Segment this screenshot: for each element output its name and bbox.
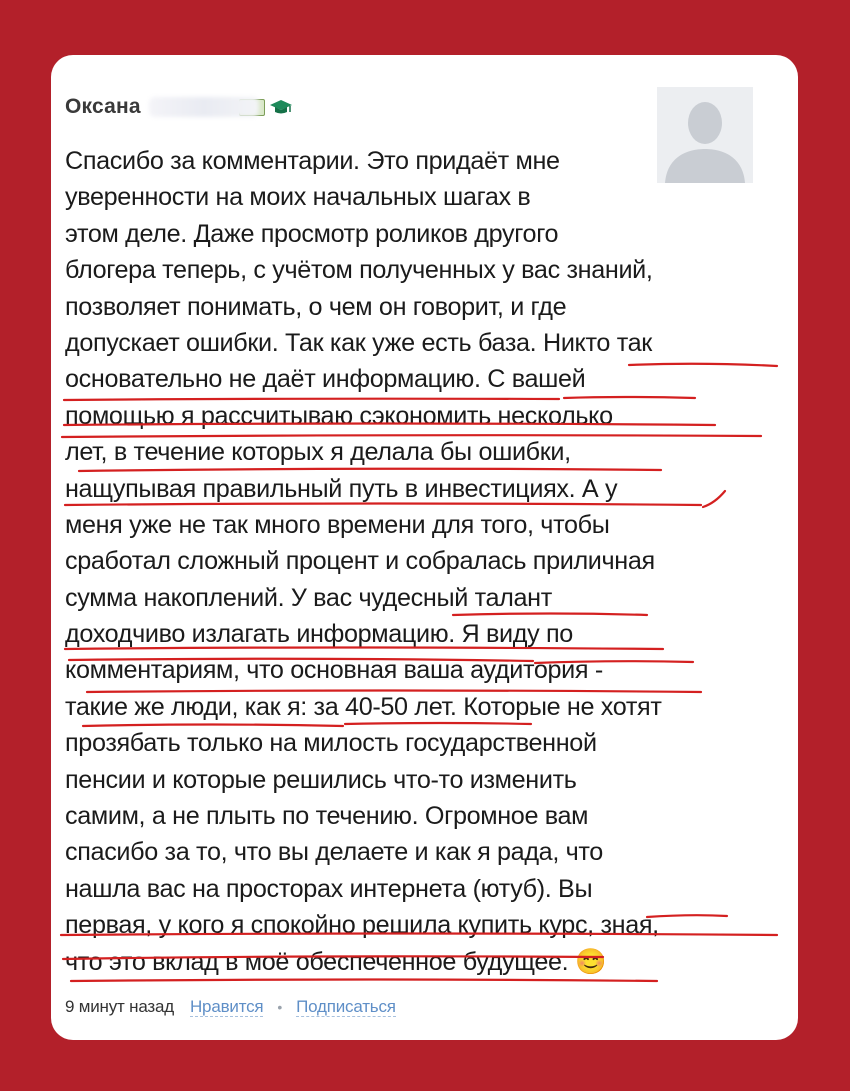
timestamp: 9 минут назад [65, 997, 174, 1016]
comment-line: самим, а не плыть по течению. Огромное вам [65, 802, 589, 831]
comment-text [65, 143, 785, 980]
author-name[interactable]: Оксана [65, 95, 141, 118]
comment-line: позволяет понимать, о чем он говорит, и где [65, 292, 567, 321]
like-link[interactable]: Нравится [189, 996, 264, 1016]
comment-line: основательно не даёт информацию. С вашей [65, 365, 586, 394]
comment-line: сработал сложный процент и собралась приличная [65, 547, 655, 576]
comment-line: этом деле. Даже просмотр роликов другого [65, 219, 559, 248]
comment-line: уверенности на моих начальных шагах в [65, 183, 531, 212]
subscribe-link[interactable]: Подписаться [296, 996, 396, 1016]
smile-emoji-icon: 😊 [574, 947, 606, 976]
comment-line: помощью я рассчитываю сэкономить несколько [65, 401, 613, 430]
comment-line: спасибо за то, что вы делаете и как я рада, что [65, 838, 603, 867]
comment-line: прозябать только на милость государственной [65, 729, 597, 758]
comment-card [51, 55, 798, 1040]
redacted-surname [149, 97, 259, 117]
comment-line: комментариям, что основная ваша аудитория - [65, 656, 603, 685]
comment-line [65, 944, 785, 980]
comment-line: такие же люди, как я: за 40-50 лет. Которые не хотят [65, 692, 662, 721]
author-row [65, 91, 293, 123]
comment-line: нащупывая правильный путь в инвестициях. А у [65, 474, 618, 503]
comment-line: допускает ошибки. Так как уже есть база. Никто так [65, 328, 652, 357]
comment-line: сумма накоплений. У вас чудесный талант [65, 583, 552, 612]
comment-line-text: что это вклад в моё обеспеченное будущее. [65, 947, 569, 976]
comment-line: нашла вас на просторах интернета (ютуб). Вы [65, 874, 593, 903]
comment-line: первая, у кого я спокойно решила купить курс, зная, [65, 911, 659, 940]
comment-line: Спасибо за комментарии. Это придаёт мне [65, 147, 560, 175]
graduation-cap-icon [269, 97, 293, 117]
comment-line: пенсии и которые решились что-то изменить [65, 765, 577, 794]
comment-line: меня уже не так много времени для того, чтобы [65, 510, 610, 539]
comment-line: лет, в течение которых я делала бы ошибки, [65, 438, 571, 467]
comment-line: блогера теперь, с учётом полученных у вас знаний, [65, 256, 653, 285]
comment-footer [65, 995, 396, 1019]
separator-dot: • [277, 999, 283, 1015]
comment-line: доходчиво излагать информацию. Я виду по [65, 620, 573, 649]
